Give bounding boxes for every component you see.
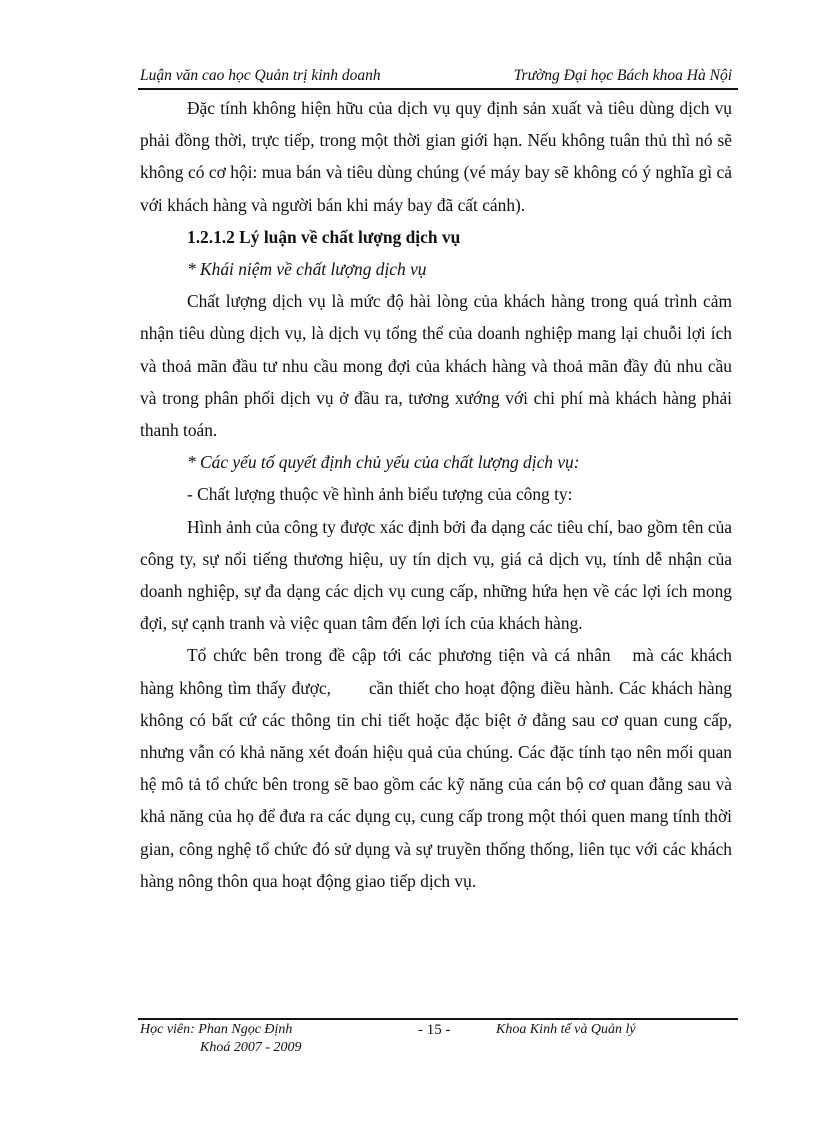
paragraph-part-c: cần thiết cho hoạt động điều hành. Các khách hàng không có bất cứ các thông tin chi tiết hoặc đặc biệt ở đằng sau cơ quan cung cấp, nhưng vẫn có khả năng xét đoán hiệu quả của chúng. Các đặc tính tạo nên mối quan hệ mô tả tổ chức bên trong sẽ bao gồm các kỹ năng của cán bộ cơ quan đằng sau và khả năng của họ để đưa ra các dụng cụ, cung cấp trong một thói quen mang tính thời gian, công nghệ tổ chức đó sử dụng và sự truyền thống thống, liên tục với các khách hàng nông thôn qua hoạt động giao tiếp dịch vụ. xyxy=(140,677,733,891)
footer-rule xyxy=(138,1018,738,1020)
page-number: - 15 - xyxy=(418,1022,451,1038)
bullet-corporate-image: - Chất lượng thuộc về hình ảnh biểu tượng của công ty: xyxy=(187,484,573,505)
paragraph-company-image: Hình ảnh của công ty được xác định bởi đa dạng các tiêu chí, bao gồm tên của công ty, sự nổi tiếng thương hiệu, uy tín dịch vụ, giá cả dịch vụ, tính dễ nhận của doanh nghiệp, sự đa dạng các dịch vụ cung cấp, những hứa hẹn về các lợi ích mong đợi, sự cạnh tranh và việc quan tâm đến lợi ích của khách hàng. xyxy=(140,516,732,634)
paragraph-quality-definition: Chất lượng dịch vụ là mức độ hài lòng của khách hàng trong quá trình cảm nhận tiêu dùng dịch vụ, là dịch vụ tổng thể của doanh nghiệp mang lại chuỗi lợi ích và thoả mãn đầu tư nhu cầu mong đợi của khách hàng và thoả mãn đầy đủ nhu cầu và trong phân phối dịch vụ ở đầu ra, tương xướng với chi phí mà khách hàng phải thanh toán. xyxy=(140,291,732,441)
footer-faculty: Khoa Kinh tế và Quản lý xyxy=(496,1022,636,1037)
document-body xyxy=(140,92,732,897)
footer-student: Học viên: Phan Ngọc Định xyxy=(140,1022,293,1037)
footer-course: Khoá 2007 - 2009 xyxy=(200,1040,302,1055)
header-rule xyxy=(138,88,738,90)
paragraph-part-a: Tổ chức bên trong đề cập tới các phương tiện và cá nhân xyxy=(187,645,611,666)
subheading-factors: * Các yếu tố quyết định chủ yếu của chất lượng dịch vụ: xyxy=(187,452,580,473)
subheading-concept: * Khái niệm về chất lượng dịch vụ xyxy=(187,259,427,280)
paragraph-service-intangibility: Đặc tính không hiện hữu của dịch vụ quy định sản xuất và tiêu dùng dịch vụ phải đồng thời, trực tiếp, trong một thời gian giới hạn. Nếu không tuân thủ thì nó sẽ không có cơ hội: mua bán và tiêu dùng chúng (vé máy bay sẽ không có ý nghĩa gì cả với khách hàng và người bán khi máy bay đã cất cánh). xyxy=(140,98,732,215)
header-university: Trường Đại học Bách khoa Hà Nội xyxy=(513,67,732,84)
header-thesis-title: Luận văn cao học Quản trị kinh doanh xyxy=(140,67,381,84)
paragraph-internal-organization xyxy=(140,639,732,897)
section-heading: 1.2.1.2 Lý luận về chất lượng dịch vụ xyxy=(187,226,461,247)
paragraph-part-b: mà các khách hàng không tìm thấy được, xyxy=(140,645,732,698)
